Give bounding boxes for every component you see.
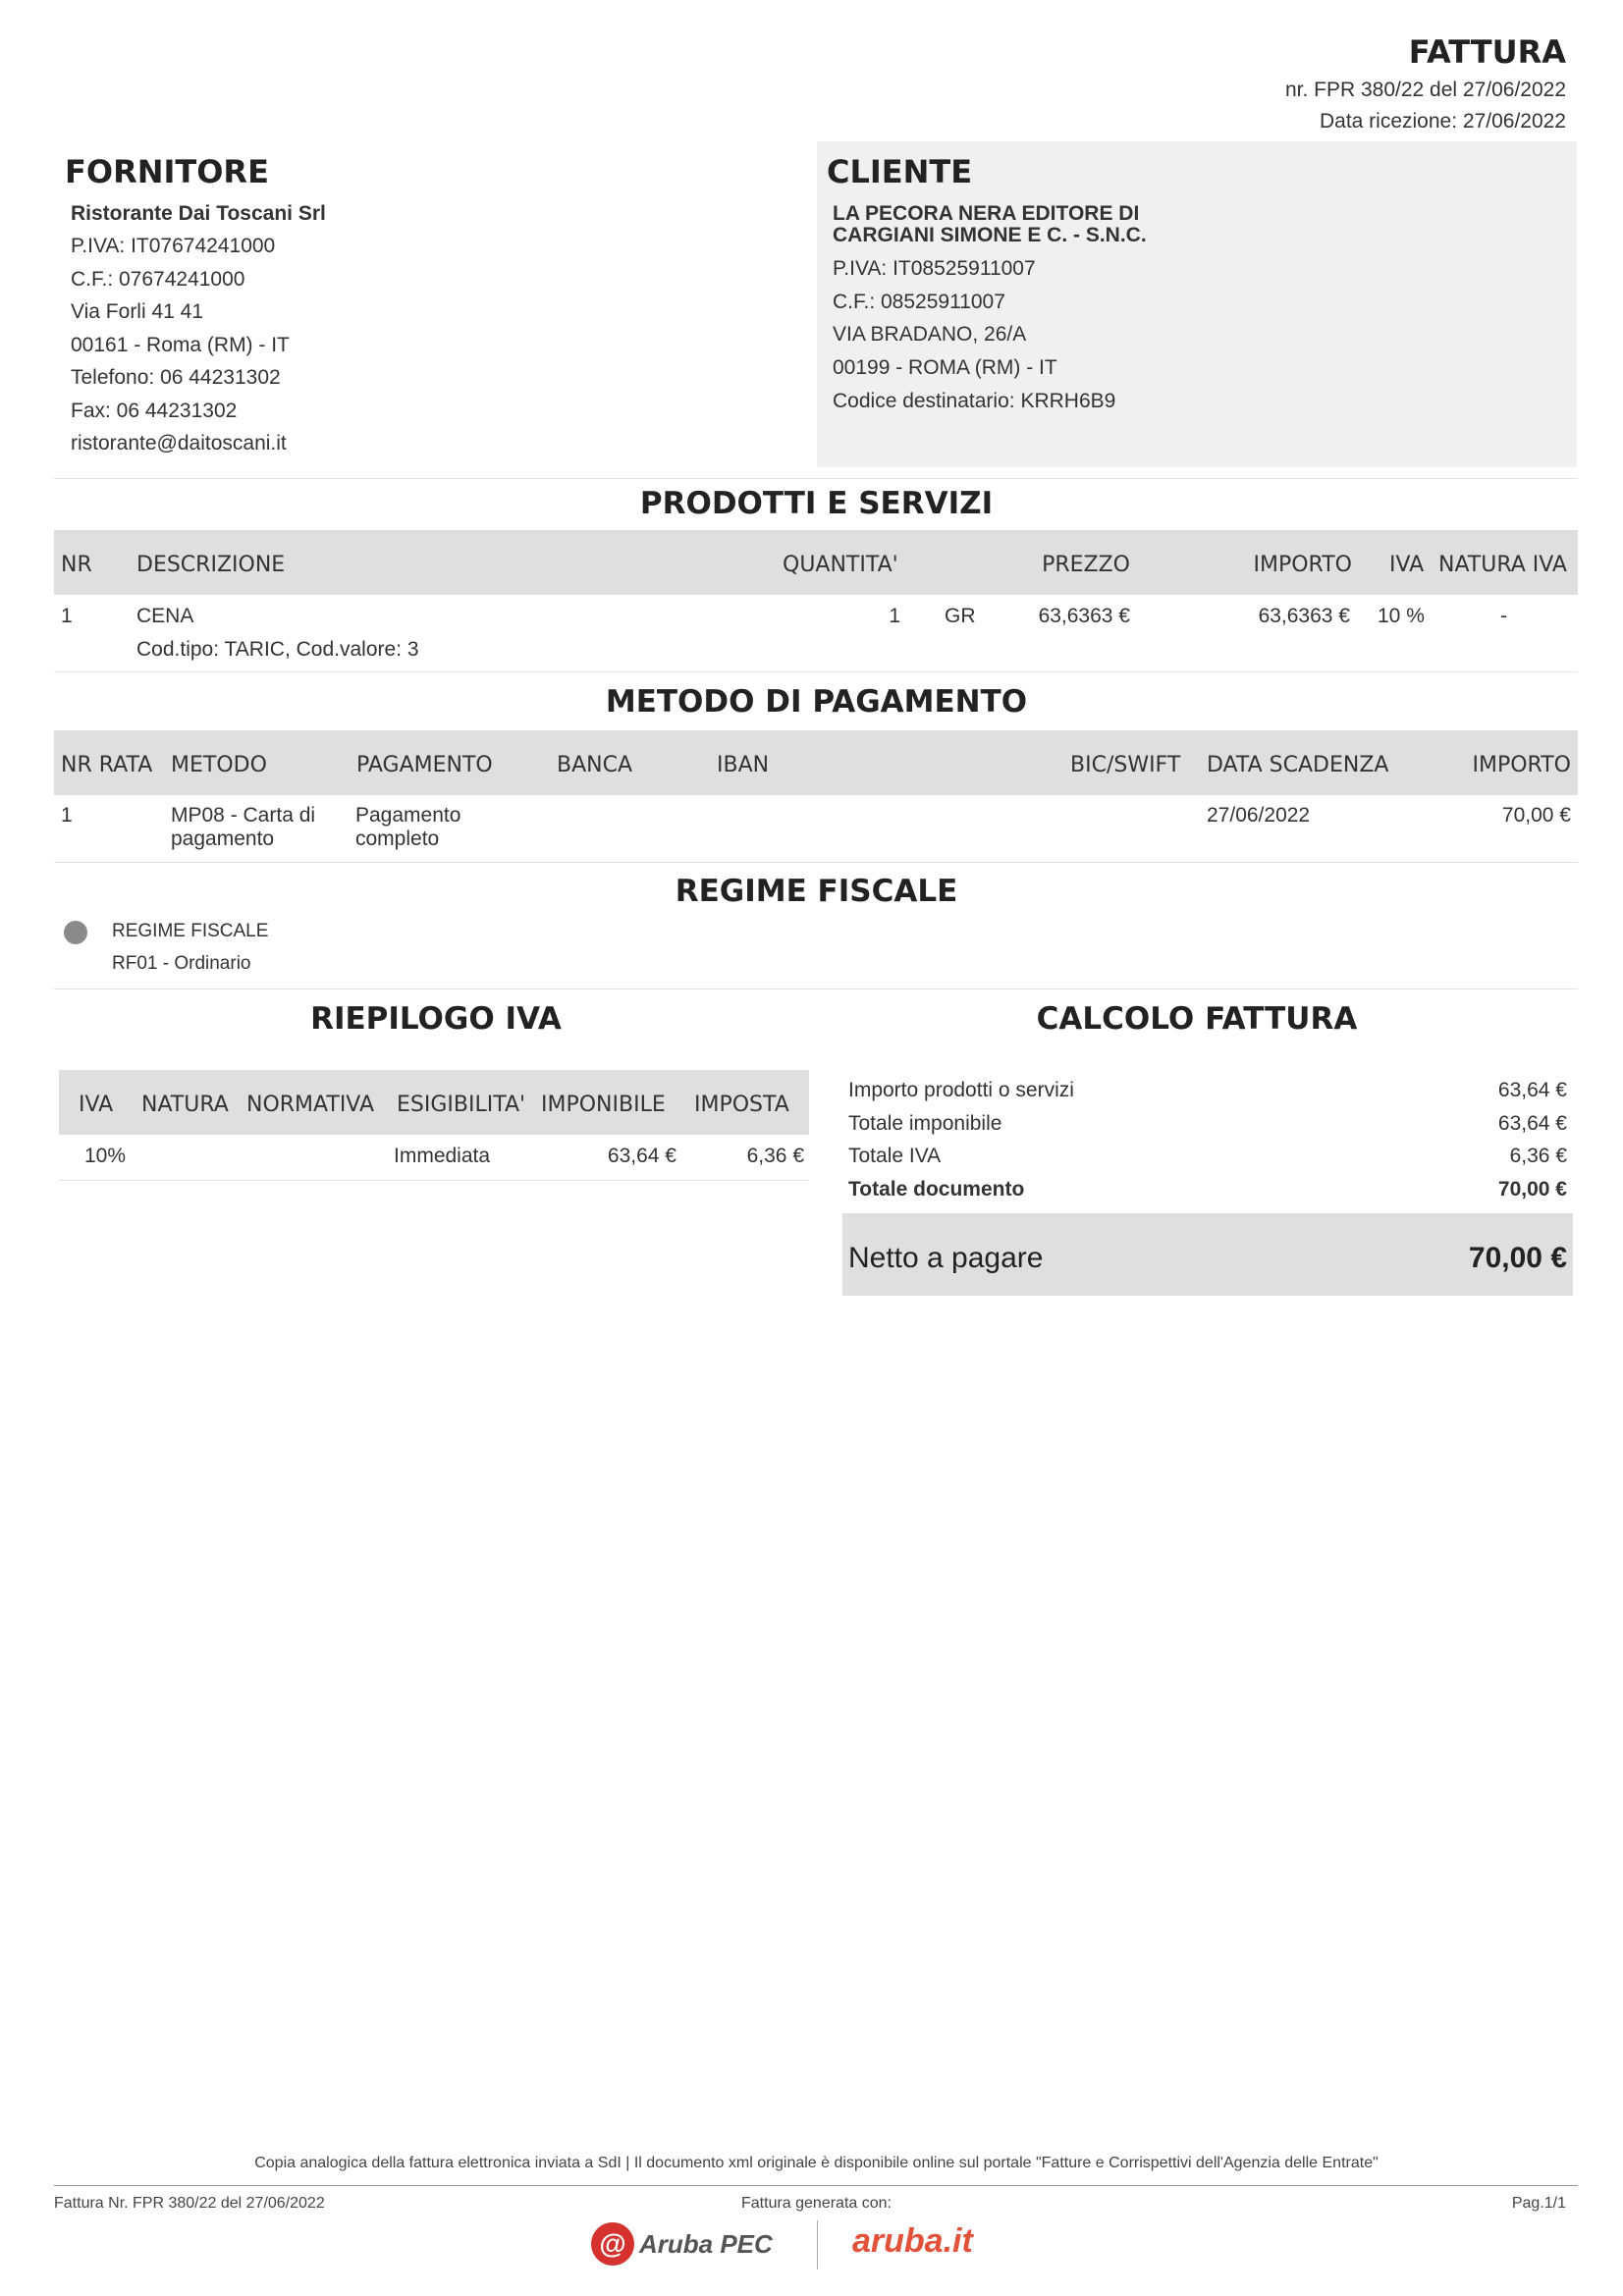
col-imposta: IMPOSTA — [694, 1093, 789, 1117]
calc-value-vat: 6,36 € — [1509, 1145, 1567, 1167]
divider — [54, 671, 1578, 672]
product-quantity: 1 — [889, 605, 900, 627]
col-natura: NATURA — [141, 1093, 229, 1117]
bullet-icon — [64, 921, 87, 944]
aruba-it-logo: aruba.it — [852, 2222, 973, 2260]
payment-rata: 1 — [61, 804, 73, 827]
col-description: DESCRIZIONE — [136, 553, 286, 577]
calc-value-products: 63,64 € — [1497, 1079, 1567, 1101]
col-importo: IMPORTO — [1472, 753, 1571, 777]
calc-label-taxable: Totale imponibile — [848, 1112, 1002, 1135]
col-banca: BANCA — [557, 753, 633, 777]
col-rata: NR RATA — [61, 753, 153, 777]
calcolo-heading: CALCOLO FATTURA — [1036, 1001, 1358, 1037]
riepilogo-imposta: 6,36 € — [746, 1145, 804, 1167]
product-price: 63,6363 € — [1038, 605, 1130, 627]
riepilogo-iva: 10% — [84, 1145, 127, 1167]
supplier-city: 00161 - Roma (RM) - IT — [71, 334, 290, 356]
riepilogo-imponibile: 63,64 € — [607, 1145, 676, 1167]
divider — [54, 478, 1578, 479]
calc-value-taxable: 63,64 € — [1497, 1112, 1567, 1135]
document-type: FATTURA — [1408, 33, 1566, 71]
payment-heading: METODO DI PAGAMENTO — [605, 684, 1028, 720]
products-heading: PRODOTTI E SERVIZI — [639, 486, 994, 521]
aruba-pec-logo-icon: @ — [591, 2222, 634, 2266]
riepilogo-esigibilita: Immediata — [394, 1145, 491, 1167]
col-nr: NR — [61, 553, 92, 577]
supplier-heading: FORNITORE — [65, 153, 269, 190]
footer-divider — [54, 2185, 1578, 2186]
product-natura: - — [1500, 605, 1507, 627]
received-date: Data ricezione: 27/06/2022 — [1319, 110, 1566, 133]
client-address: VIA BRADANO, 26/A — [833, 323, 1027, 346]
col-scadenza: DATA SCADENZA — [1207, 753, 1389, 777]
client-name-2: CARGIANI SIMONE E C. - S.N.C. — [833, 224, 1147, 246]
invoice-number: nr. FPR 380/22 del 27/06/2022 — [1284, 79, 1566, 101]
client-code: Codice destinatario: KRRH6B9 — [833, 390, 1116, 412]
client-name-1: LA PECORA NERA EDITORE DI — [833, 202, 1140, 225]
divider — [59, 1180, 809, 1181]
product-unit: GR — [945, 605, 976, 627]
payment-status-1: Pagamento — [355, 804, 461, 827]
payment-amount: 70,00 € — [1501, 804, 1571, 827]
regime-heading: REGIME FISCALE — [675, 874, 958, 909]
supplier-cf: C.F.: 07674241000 — [71, 268, 245, 291]
col-iban: IBAN — [717, 753, 770, 777]
client-cf: C.F.: 08525911007 — [833, 291, 1005, 313]
supplier-address: Via Forli 41 41 — [71, 300, 204, 323]
col-esigibilita: ESIGIBILITA' — [397, 1093, 526, 1117]
col-amount: IMPORTO — [1253, 553, 1352, 577]
payment-method-2: pagamento — [171, 828, 275, 850]
col-metodo: METODO — [171, 753, 267, 777]
col-iva: IVA — [1389, 553, 1425, 577]
col-price: PREZZO — [1042, 553, 1130, 577]
payment-status-2: completo — [355, 828, 440, 850]
calc-value-total: 70,00 € — [1497, 1178, 1567, 1201]
client-heading: CLIENTE — [827, 153, 973, 190]
col-iva: IVA — [79, 1093, 114, 1117]
col-quantity: QUANTITA' — [783, 553, 898, 577]
aruba-pec-logo: Aruba PEC — [639, 2229, 773, 2259]
regime-label: REGIME FISCALE — [112, 921, 269, 941]
logo-separator — [817, 2220, 818, 2269]
calc-label-products: Importo prodotti o servizi — [848, 1079, 1074, 1101]
supplier-phone: Telefono: 06 44231302 — [71, 366, 281, 389]
col-imponibile: IMPONIBILE — [541, 1093, 666, 1117]
supplier-vat: P.IVA: IT07674241000 — [71, 235, 276, 257]
regime-value: RF01 - Ordinario — [112, 953, 251, 974]
footer-generated-with: Fattura generata con: — [741, 2195, 892, 2212]
supplier-fax: Fax: 06 44231302 — [71, 400, 238, 422]
product-code: Cod.tipo: TARIC, Cod.valore: 3 — [136, 638, 419, 661]
footer-note: Copia analogica della fattura elettronica inviata a SdI | Il documento xml originale è disponibile online sul portale "Fatture e Corrispettivi dell'Agenzia delle Entrate" — [254, 2155, 1379, 2171]
client-vat: P.IVA: IT08525911007 — [833, 257, 1036, 280]
client-city: 00199 - ROMA (RM) - IT — [833, 356, 1057, 379]
product-nr: 1 — [61, 605, 73, 627]
col-pagamento: PAGAMENTO — [356, 753, 493, 777]
col-normativa: NORMATIVA — [246, 1093, 375, 1117]
supplier-name: Ristorante Dai Toscani Srl — [71, 202, 326, 225]
calc-label-total: Totale documento — [848, 1178, 1025, 1201]
net-payable-label: Netto a pagare — [848, 1242, 1044, 1274]
divider — [54, 988, 1578, 989]
payment-due-date: 27/06/2022 — [1207, 804, 1311, 827]
net-payable-value: 70,00 € — [1468, 1242, 1567, 1274]
product-amount: 63,6363 € — [1258, 605, 1350, 627]
product-description: CENA — [136, 605, 194, 627]
supplier-email: ristorante@daitoscani.it — [71, 432, 287, 454]
col-natura-iva: NATURA IVA — [1438, 553, 1567, 577]
footer-page: Pag.1/1 — [1511, 2195, 1566, 2212]
product-iva: 10 % — [1378, 605, 1425, 627]
riepilogo-heading: RIEPILOGO IVA — [310, 1001, 562, 1037]
col-bic: BIC/SWIFT — [1070, 753, 1181, 777]
divider — [54, 862, 1578, 863]
calc-label-vat: Totale IVA — [848, 1145, 942, 1167]
footer-invoice-ref: Fattura Nr. FPR 380/22 del 27/06/2022 — [54, 2195, 325, 2212]
payment-method-1: MP08 - Carta di — [171, 804, 316, 827]
